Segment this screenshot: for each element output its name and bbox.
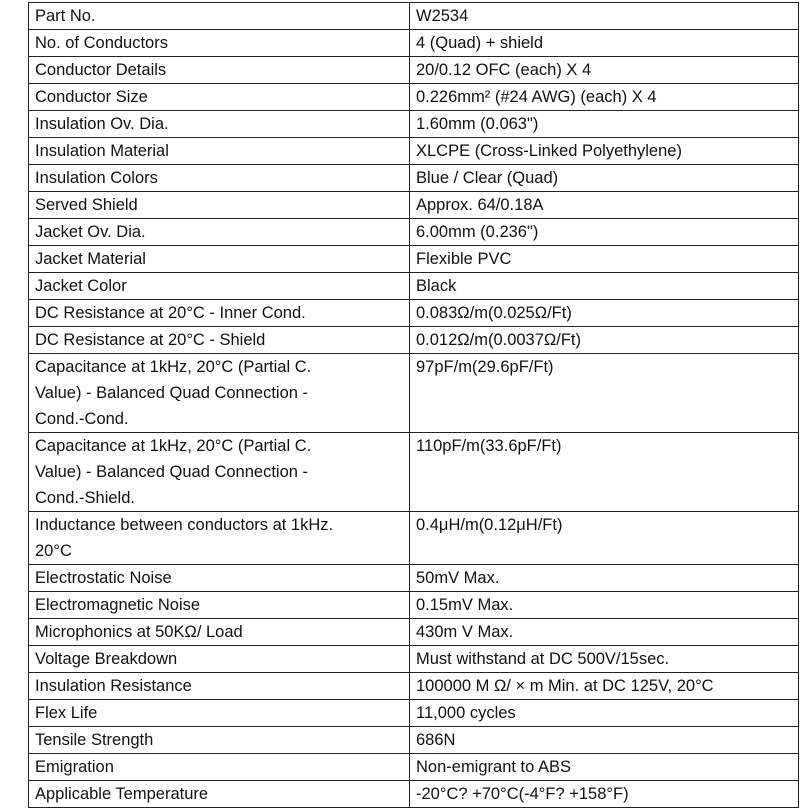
spec-label: Conductor Size [29, 84, 410, 111]
spec-value: -20°C? +70°C(-4°F? +158°F) [410, 781, 799, 808]
spec-label: Applicable Temperature [29, 781, 410, 808]
table-row [29, 433, 799, 512]
spec-value: 97pF/m(29.6pF/Ft) [410, 354, 799, 433]
table-row [29, 354, 799, 433]
spec-label: Insulation Resistance [29, 673, 410, 700]
table-row [29, 700, 799, 727]
spec-label-line: Capacitance at 1kHz, 20°C (Partial C. [35, 437, 312, 455]
table-row [29, 592, 799, 619]
table-row [29, 673, 799, 700]
spec-label: Jacket Ov. Dia. [29, 219, 410, 246]
table-row [29, 219, 799, 246]
spec-value: 20/0.12 OFC (each) X 4 [410, 57, 799, 84]
spec-label-line: Value) - Balanced Quad Connection - [35, 463, 309, 481]
spec-label: Tensile Strength [29, 727, 410, 754]
spec-label: Voltage Breakdown [29, 646, 410, 673]
table-row [29, 300, 799, 327]
table-row [29, 30, 799, 57]
spec-label-line: Value) - Balanced Quad Connection - [35, 384, 309, 402]
table-row [29, 727, 799, 754]
spec-value: 11,000 cycles [410, 700, 799, 727]
spec-value: 0.4μH/m(0.12μH/Ft) [410, 512, 799, 565]
spec-label: DC Resistance at 20°C - Inner Cond. [29, 300, 410, 327]
spec-value: Flexible PVC [410, 246, 799, 273]
spec-value: 0.226mm² (#24 AWG) (each) X 4 [410, 84, 799, 111]
spec-label: Electromagnetic Noise [29, 592, 410, 619]
spec-value: 50mV Max. [410, 565, 799, 592]
cable-spec-table [28, 2, 799, 808]
spec-label: Insulation Colors [29, 165, 410, 192]
spec-label: Jacket Material [29, 246, 410, 273]
spec-label: Conductor Details [29, 57, 410, 84]
table-row-part-no [29, 3, 799, 30]
spec-label-line: Capacitance at 1kHz, 20°C (Partial C. [35, 358, 312, 376]
table-row [29, 646, 799, 673]
spec-label: Microphonics at 50KΩ/ Load [29, 619, 410, 646]
table-row [29, 246, 799, 273]
spec-label-line: 20°C [35, 542, 72, 560]
spec-value: 110pF/m(33.6pF/Ft) [410, 433, 799, 512]
spec-value: 100000 M Ω/ × m Min. at DC 125V, 20°C [410, 673, 799, 700]
spec-value: Must withstand at DC 500V/15sec. [410, 646, 799, 673]
spec-label: Emigration [29, 754, 410, 781]
spec-value: Non-emigrant to ABS [410, 754, 799, 781]
spec-label: Insulation Ov. Dia. [29, 111, 410, 138]
spec-label: Insulation Material [29, 138, 410, 165]
table-row [29, 165, 799, 192]
spec-label [29, 512, 410, 565]
spec-label-line: Cond.-Cond. [35, 410, 129, 428]
table-row [29, 84, 799, 111]
table-row [29, 327, 799, 354]
spec-label: Flex Life [29, 700, 410, 727]
table-row [29, 512, 799, 565]
spec-value: 0.012Ω/m(0.0037Ω/Ft) [410, 327, 799, 354]
table-row [29, 192, 799, 219]
spec-label: No. of Conductors [29, 30, 410, 57]
table-row [29, 57, 799, 84]
spec-label-line: Cond.-Shield. [35, 489, 135, 507]
spec-value: 4 (Quad) + shield [410, 30, 799, 57]
spec-value: 6.00mm (0.236") [410, 219, 799, 246]
spec-value: 0.083Ω/m(0.025Ω/Ft) [410, 300, 799, 327]
table-row [29, 273, 799, 300]
spec-value: 686N [410, 727, 799, 754]
spec-value: Blue / Clear (Quad) [410, 165, 799, 192]
spec-value: Black [410, 273, 799, 300]
table-row [29, 565, 799, 592]
spec-value: Approx. 64/0.18A [410, 192, 799, 219]
part-no-label: Part No. [29, 3, 410, 30]
spec-label: Electrostatic Noise [29, 565, 410, 592]
spec-label: Served Shield [29, 192, 410, 219]
spec-label-line: Inductance between conductors at 1kHz. [35, 516, 334, 534]
spec-value: 1.60mm (0.063") [410, 111, 799, 138]
table-row [29, 619, 799, 646]
part-no-value: W2534 [410, 3, 799, 30]
spec-label: DC Resistance at 20°C - Shield [29, 327, 410, 354]
table-row [29, 754, 799, 781]
spec-label: Jacket Color [29, 273, 410, 300]
spec-value: 430m V Max. [410, 619, 799, 646]
table-row [29, 111, 799, 138]
spec-value: XLCPE (Cross-Linked Polyethylene) [410, 138, 799, 165]
table-row [29, 781, 799, 808]
spec-value: 0.15mV Max. [410, 592, 799, 619]
table-row [29, 138, 799, 165]
spec-label [29, 354, 410, 433]
spec-label [29, 433, 410, 512]
